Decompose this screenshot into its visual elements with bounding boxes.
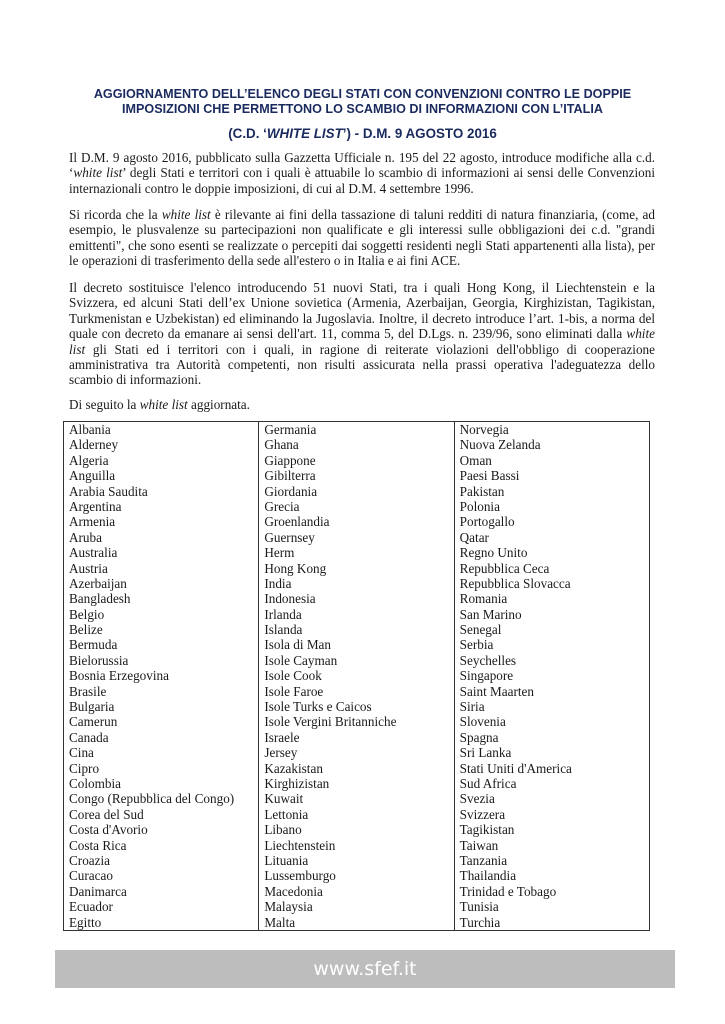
- country-name: Giappone: [264, 452, 316, 468]
- country-name: Nuova Zelanda: [459, 437, 541, 453]
- subtitle-suffix: ’) - D.M. 9 AGOSTO 2016: [342, 126, 497, 141]
- document-title: [60, 87, 665, 117]
- country-name: Kuwait: [264, 791, 304, 807]
- country-name: Bulgaria: [69, 699, 115, 715]
- country-name: Belgio: [69, 606, 105, 622]
- country-name: Isole Turks e Caicos: [264, 699, 372, 715]
- country-name: Repubblica Slovacca: [459, 575, 571, 591]
- subtitle-prefix: (C.D. ‘: [228, 126, 267, 141]
- paragraph-text: Si ricorda che la: [69, 207, 162, 222]
- paragraph-text: aggiornata.: [187, 397, 250, 412]
- country-name: Ecuador: [69, 899, 113, 915]
- paragraph-emphasis: white list: [139, 397, 188, 412]
- country-name: Svizzera: [459, 806, 506, 822]
- country-name: Senegal: [459, 622, 502, 638]
- paragraph-relevance: [69, 207, 655, 269]
- paragraph-text: Il decreto sostituisce l'elenco introducendo 51 nuovi Stati, tra i quali Hong Kong, il Liechtenstein e la Svizzera, ed alcuni Stati dell’ex Unione sovietica (Armenia, Azerbaijan, Georgia, Kirghizistan, Tagikistan, Turkmenistan e Uzbekistan) ed eliminando la Jugoslavia. Inoltre, il decreto introduce l’art. 1-bis, a norma del quale con decreto da emanare ai sensi dell'art. 11, comma 5, del D.Lgs. n. 239/96, sono eliminati dalla: [69, 280, 655, 342]
- country-name: Pakistan: [459, 483, 505, 499]
- country-name: Regno Unito: [459, 545, 528, 561]
- country-name: Albania: [69, 422, 111, 437]
- country-name: Giordania: [264, 483, 318, 499]
- country-name: Isole Cayman: [264, 652, 338, 668]
- country-name: San Marino: [459, 606, 522, 622]
- country-name: Repubblica Ceca: [459, 560, 550, 576]
- country-name: Aruba: [69, 529, 102, 545]
- paragraph-emphasis: white list: [73, 165, 123, 181]
- country-name: Argentina: [69, 498, 122, 514]
- column-2: [259, 422, 454, 931]
- country-name: Ghana: [264, 437, 299, 453]
- country-name: Bielorussia: [69, 652, 129, 668]
- country-name: Sri Lanka: [459, 745, 512, 761]
- country-name: Costa Rica: [69, 837, 127, 853]
- paragraph-emphasis: white list: [161, 207, 211, 222]
- country-name: Algeria: [69, 452, 109, 468]
- country-name: Groenlandia: [264, 514, 330, 530]
- country-name: Turchia: [459, 914, 501, 930]
- document-subtitle: [60, 126, 665, 142]
- country-name: Herm: [264, 545, 295, 561]
- title-line-2: IMPOSIZIONI CHE PERMETTONO LO SCAMBIO DI INFORMAZIONI CON L’ITALIA: [122, 102, 603, 116]
- paragraph-text: è rilevante ai fini della tassazione di taluni redditi di natura finanziaria, (come, ad esempio, le plusvalenze su partecipazioni non qualificate e gli interessi sulle obbligazioni dei c.d. "grandi emittenti", che sono esenti se realizzate o percepiti dai soggetti residenti negli Stati appartenenti alla lista), per le operazioni di trasferimento della sede all'estero o in Italia e ai fini ACE.: [69, 207, 656, 269]
- country-name: Slovenia: [459, 714, 506, 730]
- country-name: Liechtenstein: [264, 837, 336, 853]
- country-name: Spagna: [459, 729, 499, 745]
- country-name: Belize: [69, 622, 103, 638]
- country-name: Curacao: [69, 868, 113, 884]
- country-name: Seychelles: [459, 652, 517, 668]
- footer-bar: [55, 950, 675, 988]
- country-name: Singapore: [459, 668, 514, 684]
- country-name: Polonia: [459, 498, 500, 514]
- country-name: Grecia: [264, 498, 300, 514]
- country-name: Lituania: [264, 852, 309, 868]
- country-name: Stati Uniti d'America: [459, 760, 572, 776]
- country-name: Libano: [264, 822, 302, 838]
- white-list-table: [63, 421, 650, 931]
- paragraph-list-intro: [69, 397, 655, 412]
- country-name: Indonesia: [264, 591, 316, 607]
- country-name: Isole Vergini Britanniche: [264, 714, 397, 730]
- country-name: Bermuda: [69, 637, 118, 653]
- country-name: Australia: [69, 545, 118, 561]
- country-name: Kazakistan: [264, 760, 323, 776]
- country-name: Bosnia Erzegovina: [69, 668, 169, 684]
- country-name: Alderney: [69, 437, 119, 453]
- country-name: Kirghizistan: [264, 775, 330, 791]
- country-name: Malaysia: [264, 899, 313, 915]
- subtitle-white-list: WHITE LIST: [266, 126, 343, 141]
- title-line-1: AGGIORNAMENTO DELL’ELENCO DEGLI STATI CON CONVENZIONI CONTRO LE DOPPIE: [93, 87, 632, 101]
- country-name: Serbia: [459, 637, 494, 653]
- country-name: Egitto: [69, 914, 102, 930]
- country-name: Camerun: [69, 714, 118, 730]
- country-name: Guernsey: [264, 529, 315, 545]
- country-name: Thailandia: [459, 868, 517, 884]
- country-name: Qatar: [459, 529, 489, 545]
- country-name: Arabia Saudita: [69, 483, 148, 499]
- country-name: Taiwan: [459, 837, 499, 853]
- country-name: Lettonia: [264, 806, 309, 822]
- country-name: Isole Faroe: [264, 683, 324, 699]
- country-name: Bangladesh: [69, 591, 131, 607]
- country-name: Gibilterra: [264, 468, 316, 484]
- country-name: Israele: [264, 729, 300, 745]
- paragraph-intro: [69, 150, 655, 196]
- paragraph-decree: [69, 280, 655, 388]
- country-name: Tunisia: [459, 899, 499, 915]
- paragraph-text: gli Stati ed i territori con i quali, in ragione di reiterate violazioni dell'obbligo di cooperazione amministrativa tra Autorità competenti, non risulti assicurata nella prassi operativa l'adeguatezza dello scambio di informazioni.: [69, 341, 655, 388]
- country-name: Tanzania: [459, 852, 508, 868]
- country-name: Colombia: [69, 775, 122, 791]
- country-name: Armenia: [69, 514, 116, 530]
- country-name: Saint Maarten: [459, 683, 534, 699]
- paragraph-text: ’ degli Stati e territori con i quali è attuabile lo scambio di informazioni ai sensi delle Convenzioni internazionali contro le doppie imposizioni, di cui al D.M. 4 settembre 1996.: [69, 165, 655, 196]
- country-name: Macedonia: [264, 883, 323, 899]
- country-name: Norvegia: [459, 422, 509, 437]
- country-name: Croazia: [69, 852, 111, 868]
- country-name: Portogallo: [459, 514, 515, 530]
- country-name: Hong Kong: [264, 560, 327, 576]
- country-name: Jersey: [264, 745, 298, 761]
- country-name: Romania: [459, 591, 508, 607]
- table-row: [64, 422, 650, 931]
- country-name: Oman: [459, 452, 492, 468]
- country-name: Danimarca: [69, 883, 127, 899]
- country-name: Germania: [264, 422, 317, 437]
- country-name: Corea del Sud: [69, 806, 144, 822]
- country-name: Siria: [459, 699, 485, 715]
- paragraph-text: Di seguito la: [69, 397, 140, 412]
- footer-url: www.sfef.it: [313, 958, 417, 980]
- country-name: Isola di Man: [264, 637, 331, 653]
- country-name: Brasile: [69, 683, 107, 699]
- country-name: Paesi Bassi: [459, 468, 520, 484]
- country-name: Tagikistan: [459, 822, 515, 838]
- country-name: Sud Africa: [459, 775, 517, 791]
- country-name: India: [264, 575, 292, 591]
- paragraph-text: Il D.M. 9 agosto 2016, pubblicato sulla Gazzetta Ufficiale n. 195 del 22 agosto, introduce modifiche alla c.d. ‘: [69, 150, 655, 181]
- country-name: Irlanda: [264, 606, 302, 622]
- country-name: Austria: [69, 560, 108, 576]
- column-3: [454, 422, 649, 931]
- country-name: Anguilla: [69, 468, 116, 484]
- country-name: Isole Cook: [264, 668, 322, 684]
- country-name: Cipro: [69, 760, 100, 776]
- country-name: Trinidad e Tobago: [459, 883, 557, 899]
- country-name: Azerbaijan: [69, 575, 127, 591]
- paragraph-emphasis: white list: [69, 326, 655, 357]
- country-name: Malta: [264, 914, 296, 930]
- country-name: Lussemburgo: [264, 868, 336, 884]
- column-1: [64, 422, 259, 931]
- country-name: Congo (Repubblica del Congo): [69, 791, 235, 807]
- country-name: Canada: [69, 729, 109, 745]
- country-name: Costa d'Avorio: [69, 822, 148, 838]
- country-name: Islanda: [264, 622, 303, 638]
- country-name: Svezia: [459, 791, 495, 807]
- country-name: Cina: [69, 745, 94, 761]
